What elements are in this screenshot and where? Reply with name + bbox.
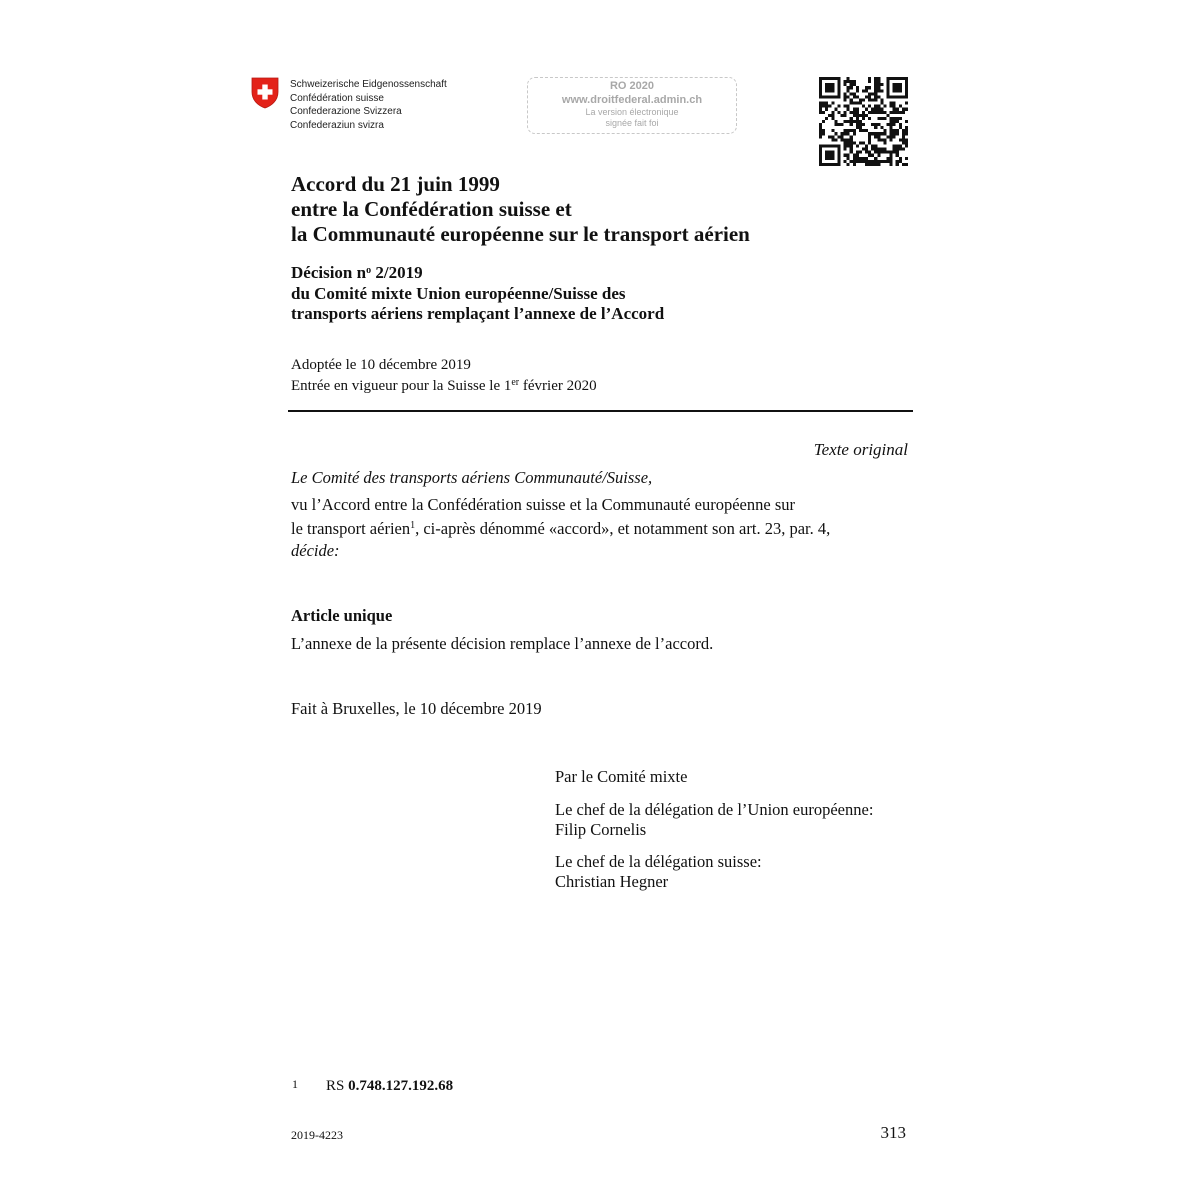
- footnote-sr-link[interactable]: 0.748.127.192.68: [348, 1078, 454, 1094]
- ch-delegation-role: Le chef de la délégation suisse:: [555, 852, 762, 871]
- decision-line-2: du Comité mixte Union européenne/Suisse des: [291, 283, 626, 303]
- footnote-text: [326, 1078, 453, 1095]
- federation-name-rm: Confederaziun svizra: [290, 119, 384, 131]
- signature-eu: [555, 800, 873, 840]
- entry-suffix: février 2020: [519, 378, 597, 394]
- decides-label: décide:: [291, 541, 340, 560]
- footnote-reference[interactable]: 1: [410, 520, 416, 531]
- preamble: [291, 494, 830, 539]
- qr-code-icon: [819, 77, 908, 166]
- preamble-line-2: [291, 515, 830, 539]
- eu-delegation-role: Le chef de la délégation de l’Union européenne:: [555, 800, 874, 819]
- ch-delegation-name: Christian Hegner: [555, 872, 669, 891]
- eu-delegation-name: Filip Cornelis: [555, 820, 647, 839]
- signature-committee: Par le Comité mixte: [555, 767, 688, 786]
- article-heading: Article unique: [291, 606, 393, 625]
- stamp-collection: RO 2020: [609, 80, 655, 92]
- signature-ch: [555, 852, 762, 892]
- federation-name-fr: Confédération suisse: [290, 92, 384, 104]
- original-text-label: Texte original: [813, 440, 908, 459]
- committee-intro: Le Comité des transports aériens Communauté/Suisse,: [291, 468, 653, 487]
- place-and-date: Fait à Bruxelles, le 10 décembre 2019: [291, 699, 542, 718]
- title-line-1: Accord du 21 juin 1999: [291, 172, 500, 196]
- title-line-3: la Communauté européenne sur le transport aérien: [291, 222, 750, 246]
- swiss-coat-of-arms-icon: [251, 77, 279, 109]
- footnote-number: 1: [292, 1077, 298, 1091]
- decision-number-sup: o: [366, 265, 372, 276]
- decision-number-value: 2/2019: [371, 263, 423, 282]
- federation-name-de: Schweizerische Eidgenossenschaft: [290, 79, 447, 90]
- decision-prefix: Décision n: [291, 263, 367, 282]
- stamp-website: www.droitfederal.admin.ch: [561, 94, 703, 106]
- entry-into-force: [291, 374, 597, 395]
- stamp-note-2: signée fait foi: [605, 118, 659, 128]
- dates-block: [291, 357, 597, 395]
- official-publication-stamp: [527, 77, 737, 134]
- footnote-prefix: RS: [326, 1078, 349, 1094]
- article-text: L’annexe de la présente décision remplace l’annexe de l’accord.: [291, 634, 714, 653]
- title-line-2: entre la Confédération suisse et: [291, 197, 572, 221]
- entry-prefix: Entrée en vigueur pour la Suisse le 1: [291, 378, 512, 394]
- entry-sup: er: [511, 377, 520, 388]
- federation-names: [290, 78, 447, 132]
- preamble-line-1: vu l’Accord entre la Confédération suisse et la Communauté européenne sur: [291, 495, 795, 514]
- decision-heading: [291, 261, 664, 325]
- page-number: 313: [880, 1123, 906, 1142]
- decision-line-3: transports aériens remplaçant l’annexe de l’Accord: [291, 304, 665, 323]
- preamble-line-2a: le transport aérien: [291, 519, 411, 538]
- document-title: [291, 172, 750, 247]
- federation-name-it: Confederazione Svizzera: [290, 106, 402, 117]
- preamble-line-2b: , ci-après dénommé «accord», et notamment son art. 23, par. 4,: [415, 519, 831, 538]
- stamp-note-1: La version électronique: [585, 107, 679, 117]
- decision-number: [291, 261, 664, 284]
- adopted-date: Adoptée le 10 décembre 2019: [291, 357, 471, 373]
- document-number: 2019-4223: [291, 1128, 343, 1142]
- header-divider: [288, 410, 913, 412]
